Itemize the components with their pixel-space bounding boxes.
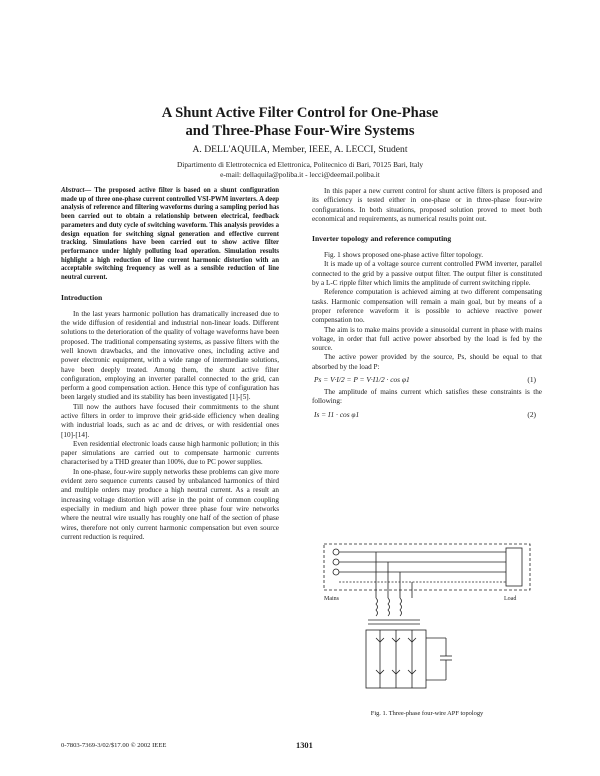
left-column [61,187,279,542]
inductor-b [388,598,390,616]
title-line-1: A Shunt Active Filter Control for One-Phase [161,105,439,121]
right-paragraph-3: It is made up of a voltage source current controlled PWM inverter, parallel connected to the grid by a passive output filter. The output filter is constituted by a L-C ripple filter which limits the amplitude of current switching ripple. [312,260,542,288]
abstract [61,187,279,283]
equation-1-number: (1) [527,375,536,385]
grid-boundary-box [324,544,530,590]
mains-label: Mains [324,596,339,602]
inductor-a [376,598,378,616]
equation-2 [312,407,542,423]
authors: A. DELL'AQUILA, Member, IEEE, A. LECCI, Student [192,144,408,155]
affiliation-email: e-mail: dellaquila@poliba.it - lecci@deemail.poliba.it [220,169,380,179]
intro-paragraph-3: Even residential electronic loads cause high harmonic pollution; in this paper simulations are carried out to compensate harmonic currents characterised by a THD greater than 100%, due to PC power supplies. [61,439,279,467]
section-heading-inverter-topology: Inverter topology and reference computing [312,234,452,244]
abstract-text: — The proposed active filter is based on a shunt configuration made up of three one-phase current controlled VSI-PWM inverters. A deep analysis of reference and filtering waveforms during a sampling period has been carried out to obtain a relationship between electrical, feedback parameters and duty cycle of switching waveform. This analysis provides a design equation for switching signal generation and effective current tracking. Simulations have been carried out to show active filter performance under highly polluting load operation. Simulation results highlight a high reduction of line current harmonic distortion with an acceptable switching frequency as well as a sensible reduction of line neutral current. [61,187,279,282]
intro-paragraph-1: In the last years harmonic pollution has dramatically increased due to the wide diffusion of residential and industrial non-linear loads. Different solutions to the deterioration of the quality of voltage waveforms have been proposed. The traditional compensating systems, as passive filters with the well known drawbacks, and the innovative ones, including active and power electronic equipment, with a wide range of intermediate solutions, have been deeply treated. Among them, the shunt active filter configuration, employing an inverter parallel connected to the grid, can perform a good compensation action. Hence this type of configuration has been largely studied and its stability has been investigated [1]-[5]. [61,309,279,402]
right-paragraph-6: The active power provided by the source, Ps, should be equal to that absorbed by the load P: [312,353,542,371]
inductor-c [400,598,402,616]
equation-1 [312,372,542,388]
circuit-diagram [316,538,538,706]
intro-paragraph-4: In one-phase, four-wire supply networks these problems can give more evident zero sequence currents caused by unbalanced harmonics of third and multiple orders may produce a high neutral current. As a result an increasing voltage distortion will arise in the point of common coupling especially in medium and high power three phase four wire networks where the neutral wire usually has roughly one half of the section of phase wires, therefore not only current harmonic compensation but even source current reduction is required. [61,467,279,541]
right-paragraph-5: The aim is to make mains provide a sinusoidal current in phase with mains voltage, in order that full active power absorbed by the load is fed by the source. [312,325,542,353]
right-paragraph-7: The amplitude of mains current which satisfies these constraints is the following: [312,388,542,406]
load-box [506,548,522,586]
affiliation-line-1: Dipartimento di Elettrotecnica ed Elettronica, Politecnico di Bari, 70125 Bari, Italy [176,160,424,169]
affiliation [0,160,600,179]
intro-paragraph-2: Till now the authors have focused their commitments to the shunt active filters in order to improve their grid-side efficiency when dealing with industrial loads, such as ac and dc drives, or with residential ones [10]-[14]. [61,402,279,439]
equation-1-body: Ps = V·I/2 = P = V·I1/2 · cos φ1 [314,375,410,385]
mains-source-a [333,549,339,555]
section-heading-introduction: Introduction [61,292,103,302]
load-label: Load [504,596,517,602]
right-paragraph-2: Fig. 1 shows proposed one-phase active filter topology. [324,251,484,260]
right-paragraph-1: In this paper a new current control for shunt active filters is proposed and its efficiency is tested either in one-phase or in three-phase four-wire configurations. In both situations, proposed solution proved to meet both economical and requirements, as numerical results point out. [312,187,542,223]
right-column [312,187,542,423]
paper-title [0,104,600,140]
mains-source-b [333,559,339,565]
equation-2-number: (2) [527,409,536,419]
figure-caption: Fig. 1. Three-phase four-wire APF topology [370,710,484,717]
mains-source-c [333,569,339,575]
abstract-lead: Abstract [61,187,85,194]
title-line-2: and Three-Phase Four-Wire Systems [185,123,415,139]
right-paragraph-4: Reference computation is achieved aiming at two different compensating tasks. Harmonic compensation will remain a main goal, but by means of a proper reference waveform it is possible to achieve reactive power compensation too. [312,288,542,325]
footer-isbn: 0-7803-7369-3/02/$17.00 © 2002 IEEE [61,742,167,749]
page-number: 1301 [296,741,313,750]
equation-2-body: Is = I1 · cos φ1 [314,409,360,419]
circuit-figure [316,538,538,706]
